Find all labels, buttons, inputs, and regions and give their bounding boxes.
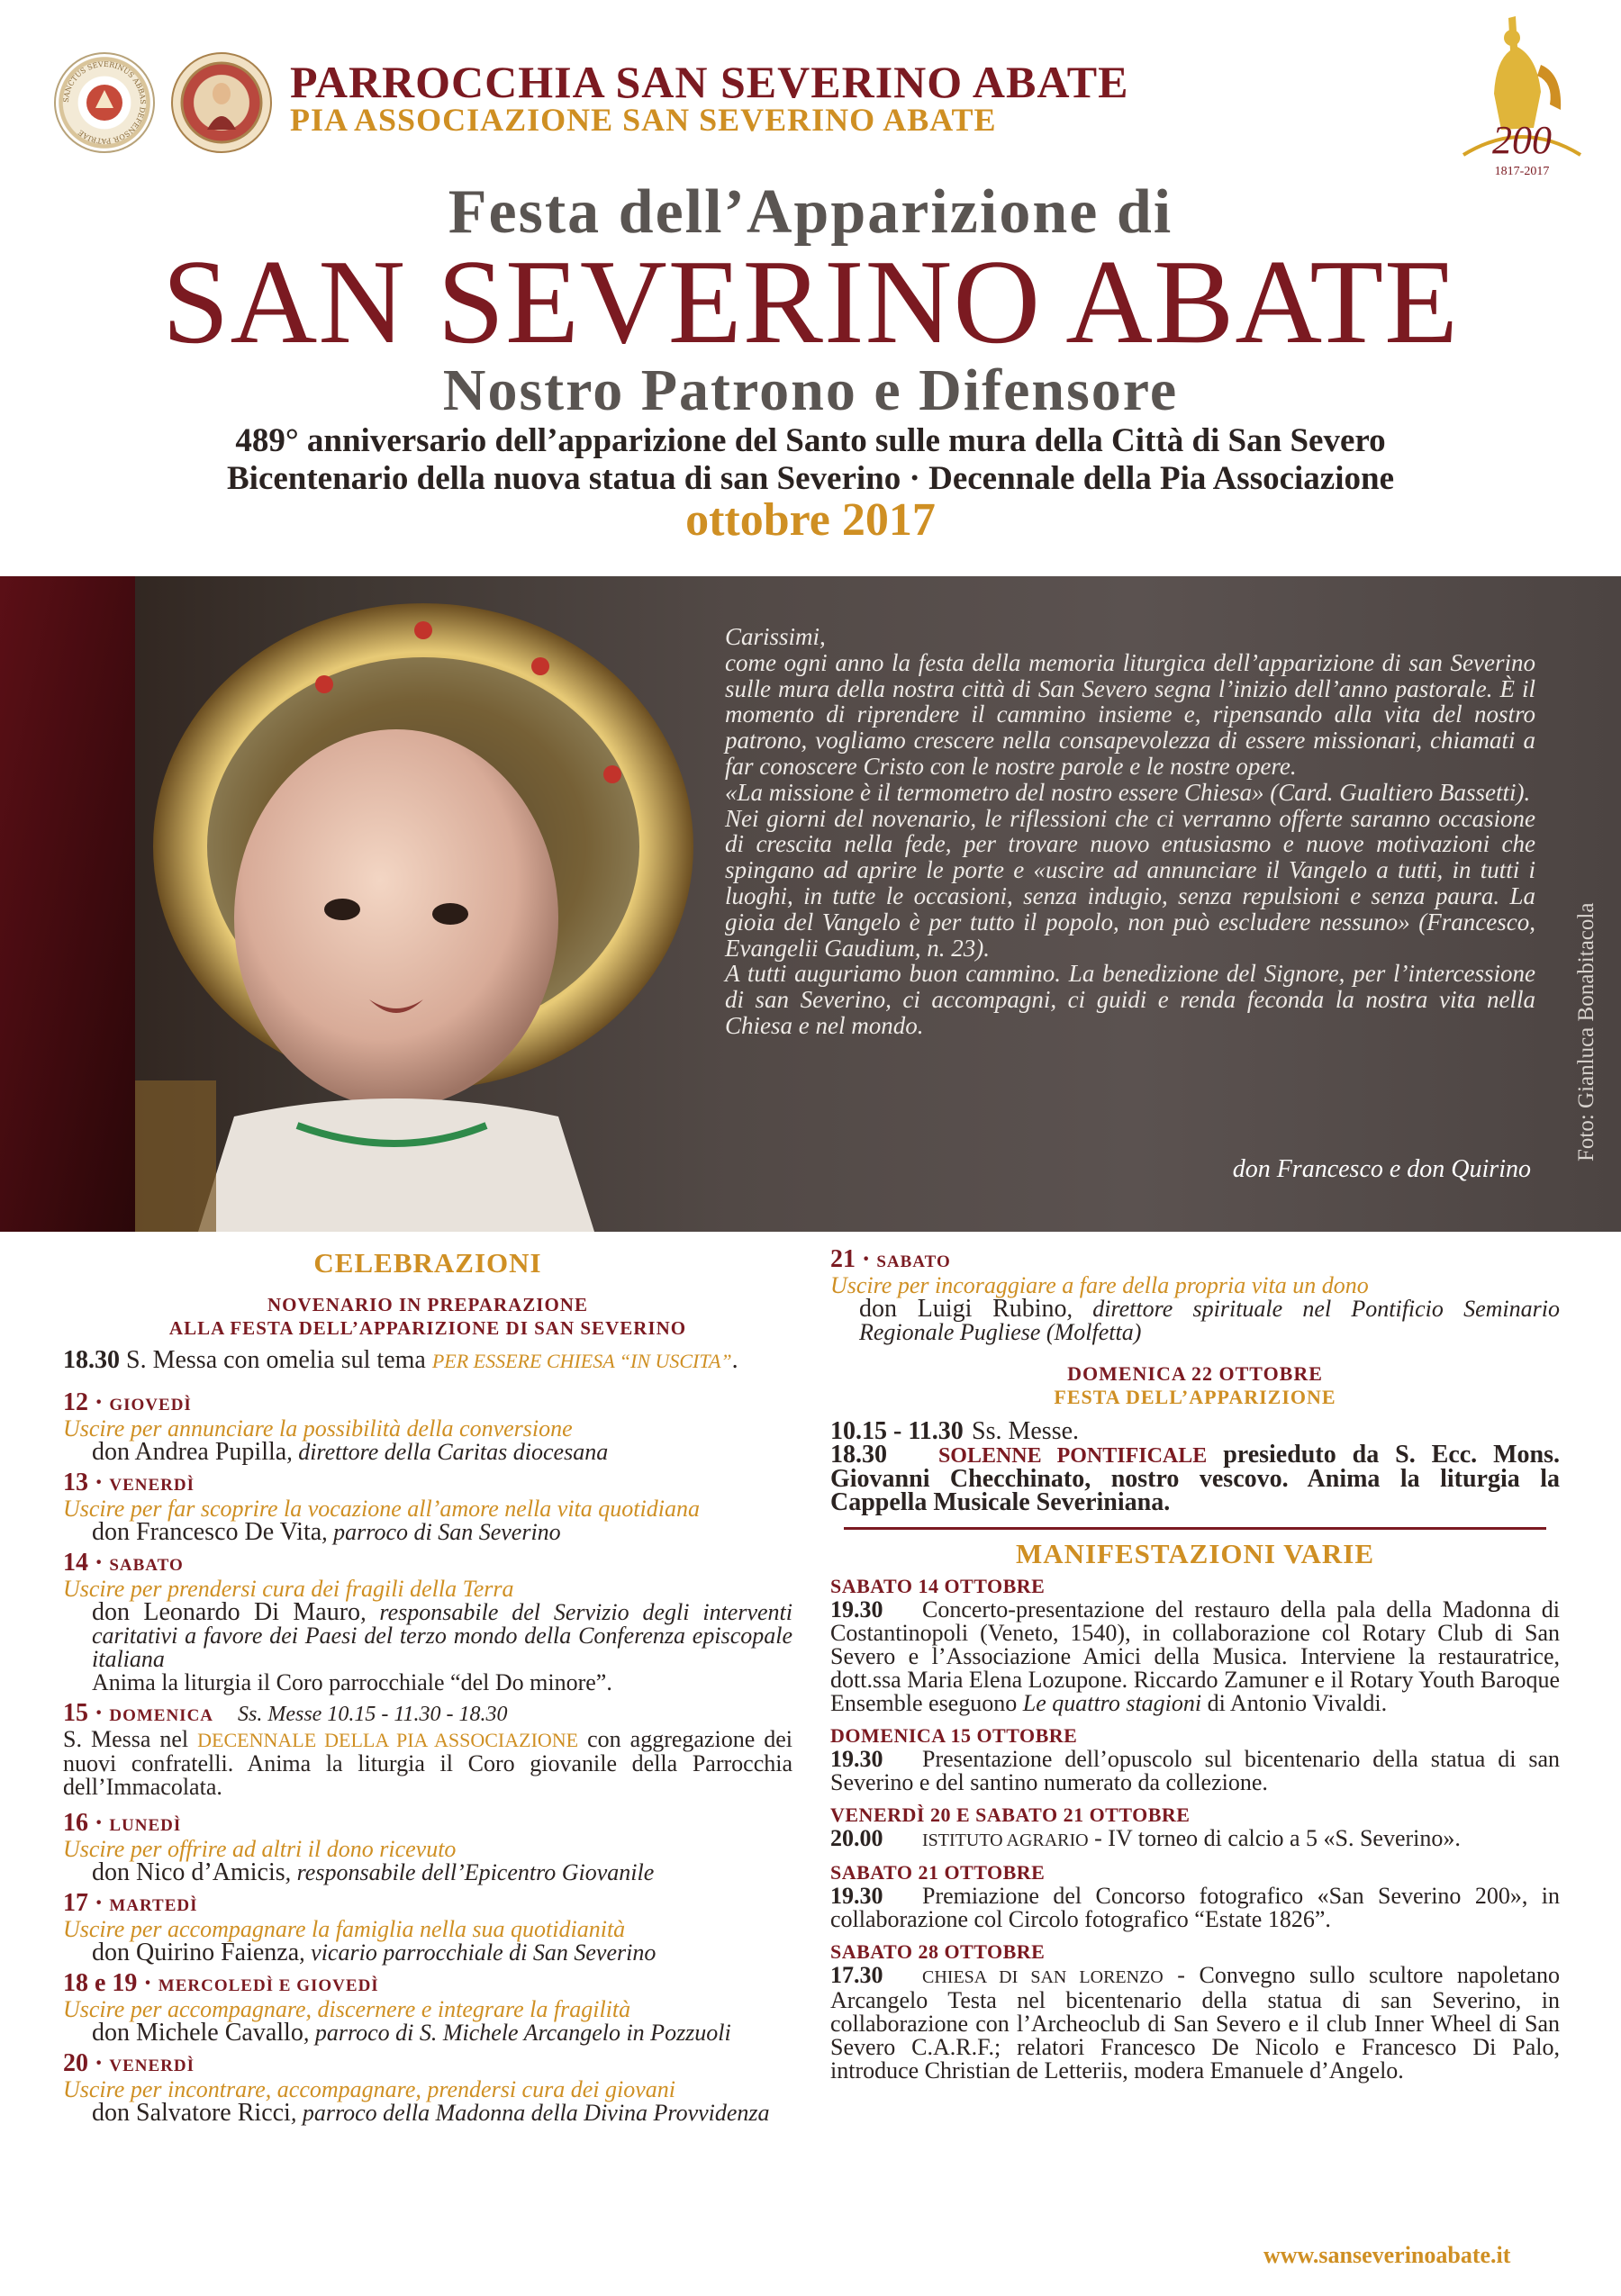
feast-masses: 10.15 - 11.30 Ss. Messe. bbox=[830, 1417, 1080, 1445]
event-date: SABATO 28 OTTOBRE bbox=[830, 1940, 1046, 1963]
feast-day-date: DOMENICA 22 OTTOBRE bbox=[1067, 1362, 1323, 1385]
day-14: 14 · SABATO bbox=[63, 1549, 184, 1577]
celebrazioni-column bbox=[63, 1247, 792, 2127]
parish-seal-text: SANCTUS SEVERINUS ABBAS DEFENSOR PATRIAE bbox=[61, 59, 148, 146]
day-speaker: don Salvatore Ricci, parroco della Madonna della Divina Provvidenza bbox=[92, 2099, 770, 2127]
day-21: 21 · SABATO bbox=[830, 1245, 951, 1273]
bicentenary-years: 1817-2017 bbox=[1494, 165, 1550, 178]
day-16: 16 · LUNEDÌ bbox=[63, 1809, 182, 1837]
day-theme: Uscire per incontrare, accompagnare, prendersi cura dei giovani bbox=[63, 2076, 675, 2102]
day-20: 20 · VENERDÌ bbox=[63, 2049, 195, 2077]
day-speaker: don Michele Cavallo, parroco di S. Michele Arcangelo in Pozzuoli bbox=[92, 2019, 731, 2047]
day-theme: Uscire per annunciare la possibilità della conversione bbox=[63, 1415, 573, 1442]
bicentenary-line: Bicentenario della nuova statua di san Severino · Decennale della Pia Associazione bbox=[226, 460, 1395, 497]
title-main: SAN SEVERINO ABATE bbox=[162, 235, 1459, 368]
letter-paragraph: Nei giorni del novenario, le riflessioni che ci verranno offerte saranno occasione di crescita nella fede, per trovare nuovo entusiasmo e nuove motivazioni che spingano ad aprire le porte e «uscire ad annunciare il Vangelo a tutti, in tutti i luoghi, in tutte le occasioni, senza indugio, senza repulsioni e senza paura. La gioia del Vangelo è per tutto il popolo, non può escludere nessuno» (Francesco, Evangelii Gaudium, n. 23). bbox=[725, 804, 1535, 962]
day-speaker: don Nico d’Amicis, responsabile dell’Epicentro Giovanile bbox=[92, 1858, 655, 1886]
day-theme: Uscire per offrire ad altri il dono ricevuto bbox=[63, 1836, 457, 1862]
parish-seal-logo bbox=[54, 52, 155, 153]
day-15: 15 · DOMENICA Ss. Messe 10.15 - 11.30 - 18.30 bbox=[63, 1699, 508, 1727]
event-date: ottobre 2017 bbox=[685, 494, 936, 546]
day-17: 17 · MARTEDÌ bbox=[63, 1889, 198, 1917]
day-speaker: don Luigi Rubino, direttore spirituale nel Pontificio Seminario Regionale Pugliese (Molfetta) bbox=[859, 1295, 1560, 1345]
parish-name: PARROCCHIA SAN SEVERINO ABATE bbox=[290, 57, 1129, 107]
association-name: PIA ASSOCIAZIONE SAN SEVERINO ABATE bbox=[290, 102, 997, 138]
event-item: 19.30 Presentazione dell’opuscolo sul bicentenario della statua di san Severino e del santino numerato da collezione. bbox=[830, 1746, 1560, 1795]
association-seal-logo bbox=[171, 52, 272, 153]
letter-greeting: Carissimi, bbox=[725, 623, 826, 650]
anniversary-line: 489° anniversario dell’apparizione del Santo sulle mura della Città di San Severo bbox=[235, 422, 1386, 459]
feast-pontifical: 18.30 SOLENNE PONTIFICALE presieduto da S. Ecc. Mons. Giovanni Checchinato, nostro vescovo. Anima la liturgia la Cappella Musicale Severiniana. bbox=[830, 1441, 1561, 1516]
event-item: 19.30 Concerto-presentazione del restauro della pala della Madonna di Costantinopoli (Veneto, 1540), in collaborazione col Rotary Club di San Severo e l’Associazione Amici della Musica. Interviene la restauratrice, dott.ssa Maria Elena Lozupone. Riccardo Zamuner e il Rotary Youth Baroque Ensemble eseguono Le quattro stagioni di Antonio Vivaldi. bbox=[830, 1596, 1560, 1716]
day-theme: Uscire per accompagnare, discernere e integrare la fragilità bbox=[63, 1996, 631, 2022]
letter-paragraph: A tutti auguriamo buon cammino. La benedizione del Signore, per l’intercessione di san Severino, ci accompagni, ci guidi e renda feconda la nostra vita nella Chiesa e nel mondo. bbox=[725, 960, 1535, 1039]
day-13: 13 · VENERDÌ bbox=[63, 1469, 195, 1496]
daily-mass-text: S. Messa con omelia sul tema bbox=[126, 1346, 426, 1374]
event-date: DOMENICA 15 OTTOBRE bbox=[830, 1724, 1078, 1747]
title-festa: Festa dell’Apparizione di bbox=[448, 177, 1173, 247]
website-link[interactable]: www.sanseverinoabate.it bbox=[1263, 2242, 1511, 2268]
event-item: 19.30 Premiazione del Concorso fotografico «San Severino 200», in collaborazione col Circolo fotografico “Estate 1826”. bbox=[830, 1883, 1560, 1932]
daily-mass-line: 18.30 S. Messa con omelia sul tema PER ESSERE CHIESA “IN USCITA”. bbox=[63, 1346, 738, 1374]
bicentenary-number: 200 bbox=[1492, 118, 1552, 162]
day-theme: Uscire per incoraggiare a fare della propria vita un dono bbox=[830, 1272, 1369, 1298]
novenario-heading-2: ALLA FESTA DELL’APPARIZIONE DI SAN SEVERINO bbox=[168, 1317, 687, 1339]
day-speaker: don Quirino Faienza, vicario parrocchiale di San Severino bbox=[92, 1939, 657, 1966]
day-15-description: S. Messa nel DECENNALE DELLA PIA ASSOCIAZIONE con aggregazione dei nuovi confratelli. Anima la liturgia il Coro giovanile della Parrocchia dell’Immacolata. bbox=[63, 1726, 792, 1800]
novenario-heading-1: NOVENARIO IN PREPARAZIONE bbox=[267, 1294, 588, 1315]
event-date: SABATO 21 OTTOBRE bbox=[830, 1861, 1046, 1884]
feast-day-title: FESTA DELL’APPARIZIONE bbox=[1054, 1386, 1336, 1408]
manifestazioni-heading: MANIFESTAZIONI VARIE bbox=[1015, 1538, 1375, 1569]
day-choir-note: Anima la liturgia il Coro parrocchiale “del Do minore”. bbox=[92, 1669, 612, 1695]
daily-mass-time: 18.30 bbox=[63, 1346, 120, 1374]
right-column bbox=[830, 1245, 1561, 2084]
day-speaker: don Andrea Pupilla, direttore della Caritas diocesana bbox=[92, 1438, 609, 1466]
day-theme: Uscire per accompagnare la famiglia nella sua quotidianità bbox=[63, 1916, 626, 1942]
day-12: 12 · GIOVEDÌ bbox=[63, 1388, 192, 1416]
daily-mass-theme: PER ESSERE CHIESA “IN USCITA” bbox=[431, 1350, 732, 1372]
pastoral-letter bbox=[725, 624, 1535, 1039]
section-divider bbox=[844, 1527, 1546, 1530]
bicentenary-logo bbox=[1454, 11, 1589, 186]
event-date: VENERDÌ 20 E SABATO 21 OTTOBRE bbox=[830, 1803, 1191, 1826]
celebrazioni-heading: CELEBRAZIONI bbox=[313, 1247, 542, 1279]
letter-paragraph: come ogni anno la festa della memoria liturgica dell’apparizione di san Severino sulle mura della nostra città di San Severo segna l’inizio dell’anno pastorale. È il momento di riprendere il cammino insieme e, ripensando alla vita del nostro patrono, vogliamo crescere nella consapevolezza di essere missionari, chiamati a far conoscere Cristo con le nostre parole e le nostre opere. bbox=[725, 648, 1535, 780]
letter-signature: don Francesco e don Quirino bbox=[1232, 1155, 1531, 1183]
day-15-masses: Ss. Messe 10.15 - 11.30 - 18.30 bbox=[238, 1703, 508, 1726]
day-theme: Uscire per prendersi cura dei fragili della Terra bbox=[63, 1576, 514, 1602]
day-18-19: 18 e 19 · MERCOLEDÌ E GIOVEDÌ bbox=[63, 1969, 379, 1997]
event-item: 17.30 CHIESA DI SAN LORENZO - Convegno sullo scultore napoletano Arcangelo Testa nel bicentenario della statua di san Severino, in collaborazione con l’Archeoclub di San Severo e il club Inner Wheel di San Severo C.A.R.F.; relatori Francesco De Nicolo e Francesco Di Palo, introduce Christian de Letteriis, modera Emanuele d’Angelo. bbox=[830, 1962, 1560, 2084]
day-speaker: don Francesco De Vita, parroco di San Severino bbox=[92, 1518, 561, 1546]
day-theme: Uscire per far scoprire la vocazione all’amore nella vita quotidiana bbox=[63, 1496, 700, 1522]
day-speaker: don Leonardo Di Mauro, responsabile del Servizio degli interventi caritativi a favore dei Paesi del terzo mondo della Conferenza episcopale italiana bbox=[92, 1598, 792, 1672]
title-subtitle: Nostro Patrono e Difensore bbox=[442, 357, 1179, 423]
event-item: 20.00 ISTITUTO AGRARIO - IV torneo di calcio a 5 «S. Severino». bbox=[830, 1825, 1461, 1851]
photo-credit: Foto: Gianluca Bonabitacola bbox=[1574, 902, 1598, 1162]
letter-quote: «La missione è il termometro del nostro essere Chiesa» (Card. Gualtiero Bassetti). bbox=[725, 778, 1531, 806]
event-date: SABATO 14 OTTOBRE bbox=[830, 1575, 1046, 1597]
